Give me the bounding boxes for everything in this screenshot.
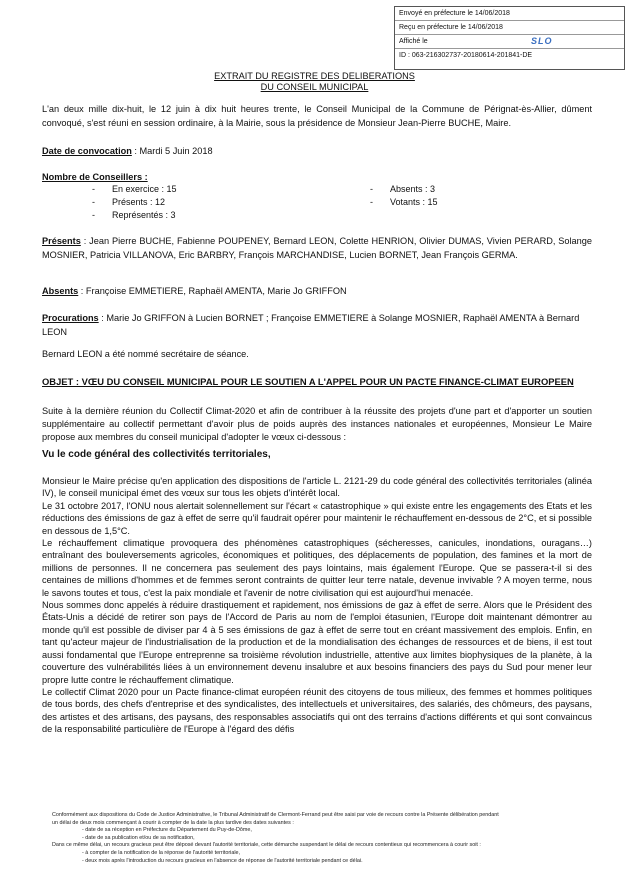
procurations-label: Procurations [42, 313, 99, 323]
footer-line: - à compter de la notification de la réponse de l'autorité territoriale, [82, 849, 241, 856]
convocation-value: : Mardi 5 Juin 2018 [131, 146, 213, 156]
footer-line: un délai de deux mois commençant à courir à compter de la date la plus tardive des dates suivantes : [52, 819, 294, 826]
body-paragraph: Le réchauffement climatique provoquera des phénomènes catastrophiques (sécheresses, canicules, inondations, ouragans…) entraînant des bouleversements agricoles, économiques et politiques, des déplacements de population, des famines et la mort de millions de personnes. Il ne concernera pas seulement des pays lointains, mais également l'Europe. Que se passera-t-il si des centaines de millions d'hommes et de femmes seront contraints de quitter leur terre natale, devenue invivable ? A moyen terme, nous le savons toutes et tous, c'est la paix mondiale et l'avenir de notre civilisation qui est aujourd'hui menacée. [42, 538, 592, 598]
conseillers-right-list [370, 183, 438, 209]
stamp-recu: Reçu en préfecture le 14/06/2018 [395, 21, 624, 35]
presents-paragraph [42, 235, 592, 262]
convocation [42, 145, 213, 159]
list-item: - Votants : 15 [370, 197, 438, 207]
slo-logo: SLO [531, 36, 553, 46]
procurations-paragraph [42, 312, 592, 339]
doc-subtitle: DU CONSEIL MUNICIPAL [260, 82, 369, 92]
footer-line: - date de sa réception en Préfecture du Département du Puy-de-Dôme, [82, 827, 252, 834]
footer-line: Conformément aux dispositions du Code de Justice Administrative, le Tribunal Administratif de Clermont-Ferrand peut être saisi par voie de recours contre la Présente délibération pendant [52, 812, 499, 818]
list-item: - En exercice : 15 [92, 184, 177, 194]
prefecture-stamp [394, 6, 625, 70]
footer-line: Dans ce même délai, un recours gracieux peut être déposé devant l'autorité territoriale, cette démarche suspendant le délai de recours contentieux qui recommencera à courir soit : [52, 842, 481, 849]
convocation-label: Date de convocation [42, 146, 132, 156]
legal-footer [52, 812, 597, 865]
stamp-envoye: Envoyé en préfecture le 14/06/2018 [395, 7, 624, 21]
presents-label: Présents [42, 236, 81, 246]
body-paragraph: Le collectif Climat 2020 pour un Pacte finance-climat européen réunit des citoyens de tous milieux, des femmes et hommes politiques de tous bords, des chefs d'entreprise et des syndicalistes, des intellectuels et universitaires, des salariés, des chômeurs, des paysans, des artistes et des artisans, des paysans, des responsables associatifs qui ont des terrains d'actions différents et qui sont convaincus de la responsabilité particulière de l'Europe à l'égard des défis [42, 686, 592, 735]
body-text [42, 475, 592, 736]
conseillers-left-list [92, 183, 177, 222]
presents-value: : Jean Pierre BUCHE, Fabienne POUPENEY, Bernard LEON, Colette HENRION, Olivier DUMAS, Vivien PERARD, Solange MOSNIER, Patricia VILLANOVA, Eric BARBRY, François MARCHANDISE, Lucien BORNET, Jean François GERMA. [42, 236, 592, 260]
procurations-value: : Marie Jo GRIFFON à Lucien BORNET ; Françoise EMMETIERE à Solange MOSNIER, Raphaël AMENTA à Bernard LEON [42, 313, 580, 337]
list-item: - Représentés : 3 [92, 210, 176, 220]
body-paragraph: Le 31 octobre 2017, l'ONU nous alertait solennellement sur l'écart « catastrophique » qui existe entre les engagements des Etats et les réductions des émissions de gaz à effet de serre qu'il faudrait opérer pour maintenir le réchauffement en-dessous de 2°C, et si possible en dessous de 1,5°C. [42, 500, 592, 536]
list-item: - Présents : 12 [92, 197, 166, 207]
vu-heading: Vu le code général des collectivités territoriales, [42, 449, 271, 460]
list-item: - Absents : 3 [370, 184, 436, 194]
footer-line: - deux mois après l'introduction du recours gracieux en l'absence de réponse de l'autorité territoriale pendant ce délai. [82, 857, 363, 864]
body-paragraph: Monsieur le Maire précise qu'en application des dispositions de l'article L. 2121-29 du code général des collectivités territoriales (alinéa IV), le conseil municipal émet des vœux sur tous les objets d'intérêt local. [42, 476, 592, 499]
objet-title: OBJET : VŒU DU CONSEIL MUNICIPAL POUR LE SOUTIEN A L'APPEL POUR UN PACTE FINANCE-CLIMAT EUROPEEN [42, 376, 574, 387]
objet-intro: Suite à la dernière réunion du Collectif Climat-2020 et afin de contribuer à la réussite des projets d'une part et d'apporter un soutien supplémentaire au collectif permettant d'avoir plus de poids auprès des instances nationales et européennes, Monsieur Le Maire propose aux membres du conseil municipal d'adopter le vœux ci-dessous : [42, 406, 592, 442]
body-paragraph: Nous sommes donc appelés à réduire drastiquement et rapidement, nos émissions de gaz à effet de serre. Alors que le Président des États-Unis a décidé de retirer son pays de l'Accord de Paris au nom de l'emploi étasunien, l'Europe doit maintenant démontrer au monde qu'il est possible de diviser par 4 à 5 ses émissions de gaz à effet de serre tout en créant massivement des emplois. Enfin, en tant qu'acteur majeur de l'industrialisation de la production et de la mondialisation des échanges de ressources et de biens, il est tout aussi fondamental que l'Europe entreprenne sa troisième révolution industrielle, attentive aux limites biophysiques de la planète, à la couverture des vulnérabilités liées à un environnement devenu insalubre et aux besoins financiers des pays du Sud pour mener leur propre lutte contre le réchauffement climatique. [42, 600, 592, 685]
absents-paragraph [42, 285, 347, 299]
stamp-affiche: Affiché le [395, 35, 624, 49]
stamp-id: ID : 063-216302737-20180614-201841-DE [399, 52, 533, 59]
absents-value: : Françoise EMMETIERE, Raphaël AMENTA, Marie Jo GRIFFON [78, 286, 347, 296]
conseillers-label: Nombre de Conseillers : [42, 172, 148, 182]
doc-title: EXTRAIT DU REGISTRE DES DELIBERATIONS [214, 71, 415, 81]
intro-paragraph: L'an deux mille dix-huit, le 12 juin à dix huit heures trente, le Conseil Municipal de la Commune de Pérignat-ès-Allier, dûment convoqué, s'est réuni en session ordinaire, à la Mairie, sous la présidence de Monsieur Jean-Pierre BUCHE, Maire. [42, 104, 592, 128]
absents-label: Absents [42, 286, 79, 296]
secretaire: Bernard LEON a été nommé secrétaire de séance. [42, 349, 249, 359]
footer-line: - date de sa publication et/ou de sa notification, [82, 834, 195, 841]
